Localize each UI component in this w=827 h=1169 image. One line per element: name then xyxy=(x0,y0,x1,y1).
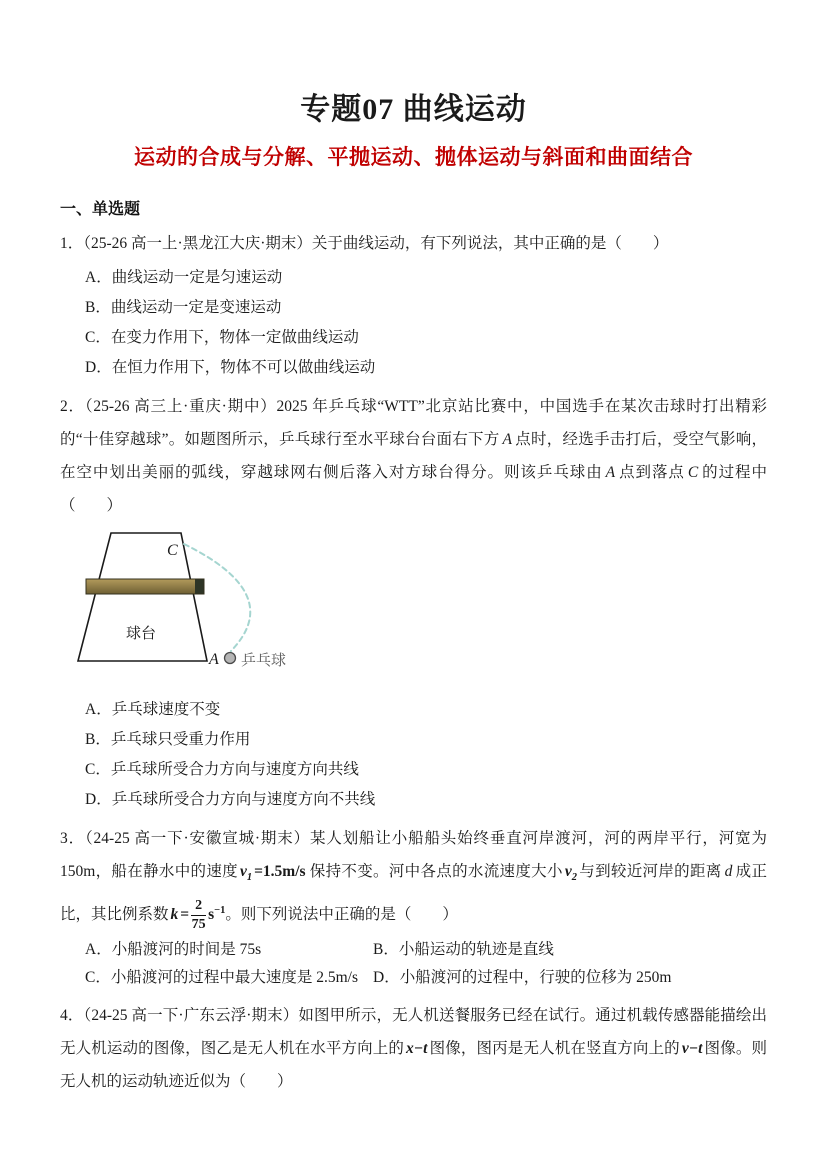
question-2-figure xyxy=(74,526,767,683)
var-symbol: v xyxy=(239,863,247,880)
option-b: B．乒乓球只受重力作用 xyxy=(85,731,251,748)
table-tennis-figure xyxy=(74,526,309,678)
question-4 xyxy=(60,999,767,1098)
option-c: C．乒乓球所受合力方向与速度方向共线 xyxy=(85,761,359,778)
option-d: D．乒乓球所受合力方向与速度方向不共线 xyxy=(85,791,376,808)
question-3-options xyxy=(60,936,767,992)
stem-text: 点到落点 xyxy=(618,464,685,481)
ball-icon xyxy=(225,653,236,664)
question-2 xyxy=(60,390,767,815)
option-b: B．曲线运动一定是变速运动 xyxy=(85,299,282,316)
label-point-a: A xyxy=(209,651,219,668)
stem-text: 2．（25-26 高三上·重庆·期中）2025 年乒乓球“WTT”北京站比赛中，中国选手在某次击球时打出精彩的“十佳穿越球”。如题图所示，乒乓球行至水平球台台面右下方 xyxy=(60,398,767,448)
math-var-d: d xyxy=(724,863,733,880)
var-symbol: v xyxy=(564,863,572,880)
stem-text: 点时，经选手击打后，受空气影响，在空中划出美丽的弧线，穿越球网右侧后落入对方球台得分。则该乒乓球由 xyxy=(60,431,767,481)
question-4-stem xyxy=(60,999,767,1098)
math-v-t: v−t xyxy=(681,1040,703,1058)
option-a: A．曲线运动一定是匀速运动 xyxy=(85,269,283,286)
option-a: A．乒乓球速度不变 xyxy=(85,701,221,718)
page-title: 专题07 曲线运动 xyxy=(300,93,527,126)
label-point-c: C xyxy=(167,542,178,559)
net-bar-end-cap xyxy=(195,580,204,594)
math-var-k: k xyxy=(170,906,179,924)
stem-text: 的过程中（ ） xyxy=(60,464,767,514)
question-2-stem xyxy=(60,390,767,522)
var-subscript: 1 xyxy=(246,872,253,884)
math-x-t: x−t xyxy=(406,1040,428,1058)
question-2-options xyxy=(60,695,767,815)
question-3 xyxy=(60,822,767,992)
stem-text: 与到较近河岸的距离 xyxy=(578,863,722,880)
question-1 xyxy=(60,227,767,383)
math-unit xyxy=(208,906,225,923)
var-subscript: 2 xyxy=(571,872,577,884)
math-var-v2 xyxy=(564,863,577,884)
stem-text: 图像，图丙是无人机在竖直方向上的 xyxy=(429,1040,680,1058)
page-subtitle: 运动的合成与分解、平抛运动、抛体运动与斜面和曲面结合 xyxy=(134,145,693,169)
option-b: B．小船运动的轨迹是直线 xyxy=(373,941,554,959)
math-equals: = xyxy=(180,906,190,924)
question-1-options xyxy=(60,263,767,383)
net-bar xyxy=(86,579,204,594)
question-1-stem: 1．（25-26 高一上·黑龙江大庆·期末）关于曲线运动，有下列说法，其中正确的是（ ） xyxy=(60,235,669,252)
math-var-v1 xyxy=(239,863,253,884)
unit-exponent: −1 xyxy=(214,905,226,917)
option-a: A．小船渡河的时间是 75s xyxy=(85,941,262,959)
stem-text: 图像。则无人机的运动轨迹近似为（ ） xyxy=(60,1040,767,1091)
math-eq-v1: =1.5m/s xyxy=(254,863,306,880)
label-ball: 乒乓球 xyxy=(241,653,287,669)
fraction xyxy=(191,898,206,933)
option-d: D．在恒力作用下，物体不可以做曲线运动 xyxy=(85,359,376,376)
fraction-denominator: 75 xyxy=(191,917,206,933)
option-c: C．在变力作用下，物体一定做曲线运动 xyxy=(85,329,359,346)
stem-text: 。则下列说法中正确的是（ ） xyxy=(225,906,458,924)
math-var-a: A xyxy=(605,464,616,481)
stem-text: 保持不变。河中各点的水流速度大小 xyxy=(309,863,563,880)
unit-symbol: s xyxy=(208,906,215,924)
math-var-a: A xyxy=(502,431,512,448)
fraction-numerator: 2 xyxy=(191,898,206,916)
math-var-c: C xyxy=(687,464,699,481)
stem-text: 4．（24-25 高一下·广东云浮·期末）如图甲所示，无人机送餐服务已经在试行。通过机载传感器能描绘出无人机运动的图像，图乙是无人机在水平方向上的 xyxy=(60,1007,767,1058)
stem-text: 3．（24-25 高一下·安徽宣城·期末）某人划船让小船船头始终垂直河岸渡河，河的两岸平行，河宽为 150m，船在静水中的速度 xyxy=(60,830,767,880)
option-d: D．小船渡河的过程中，行驶的位移为 250m xyxy=(373,969,672,987)
label-table: 球台 xyxy=(126,626,157,642)
option-c: C．小船渡河的过程中最大速度是 2.5m/s xyxy=(85,969,358,987)
section-heading: 一、单选题 xyxy=(60,201,141,218)
stem-text: 成正比，其比例系数 xyxy=(60,863,767,924)
question-3-stem xyxy=(60,822,767,933)
